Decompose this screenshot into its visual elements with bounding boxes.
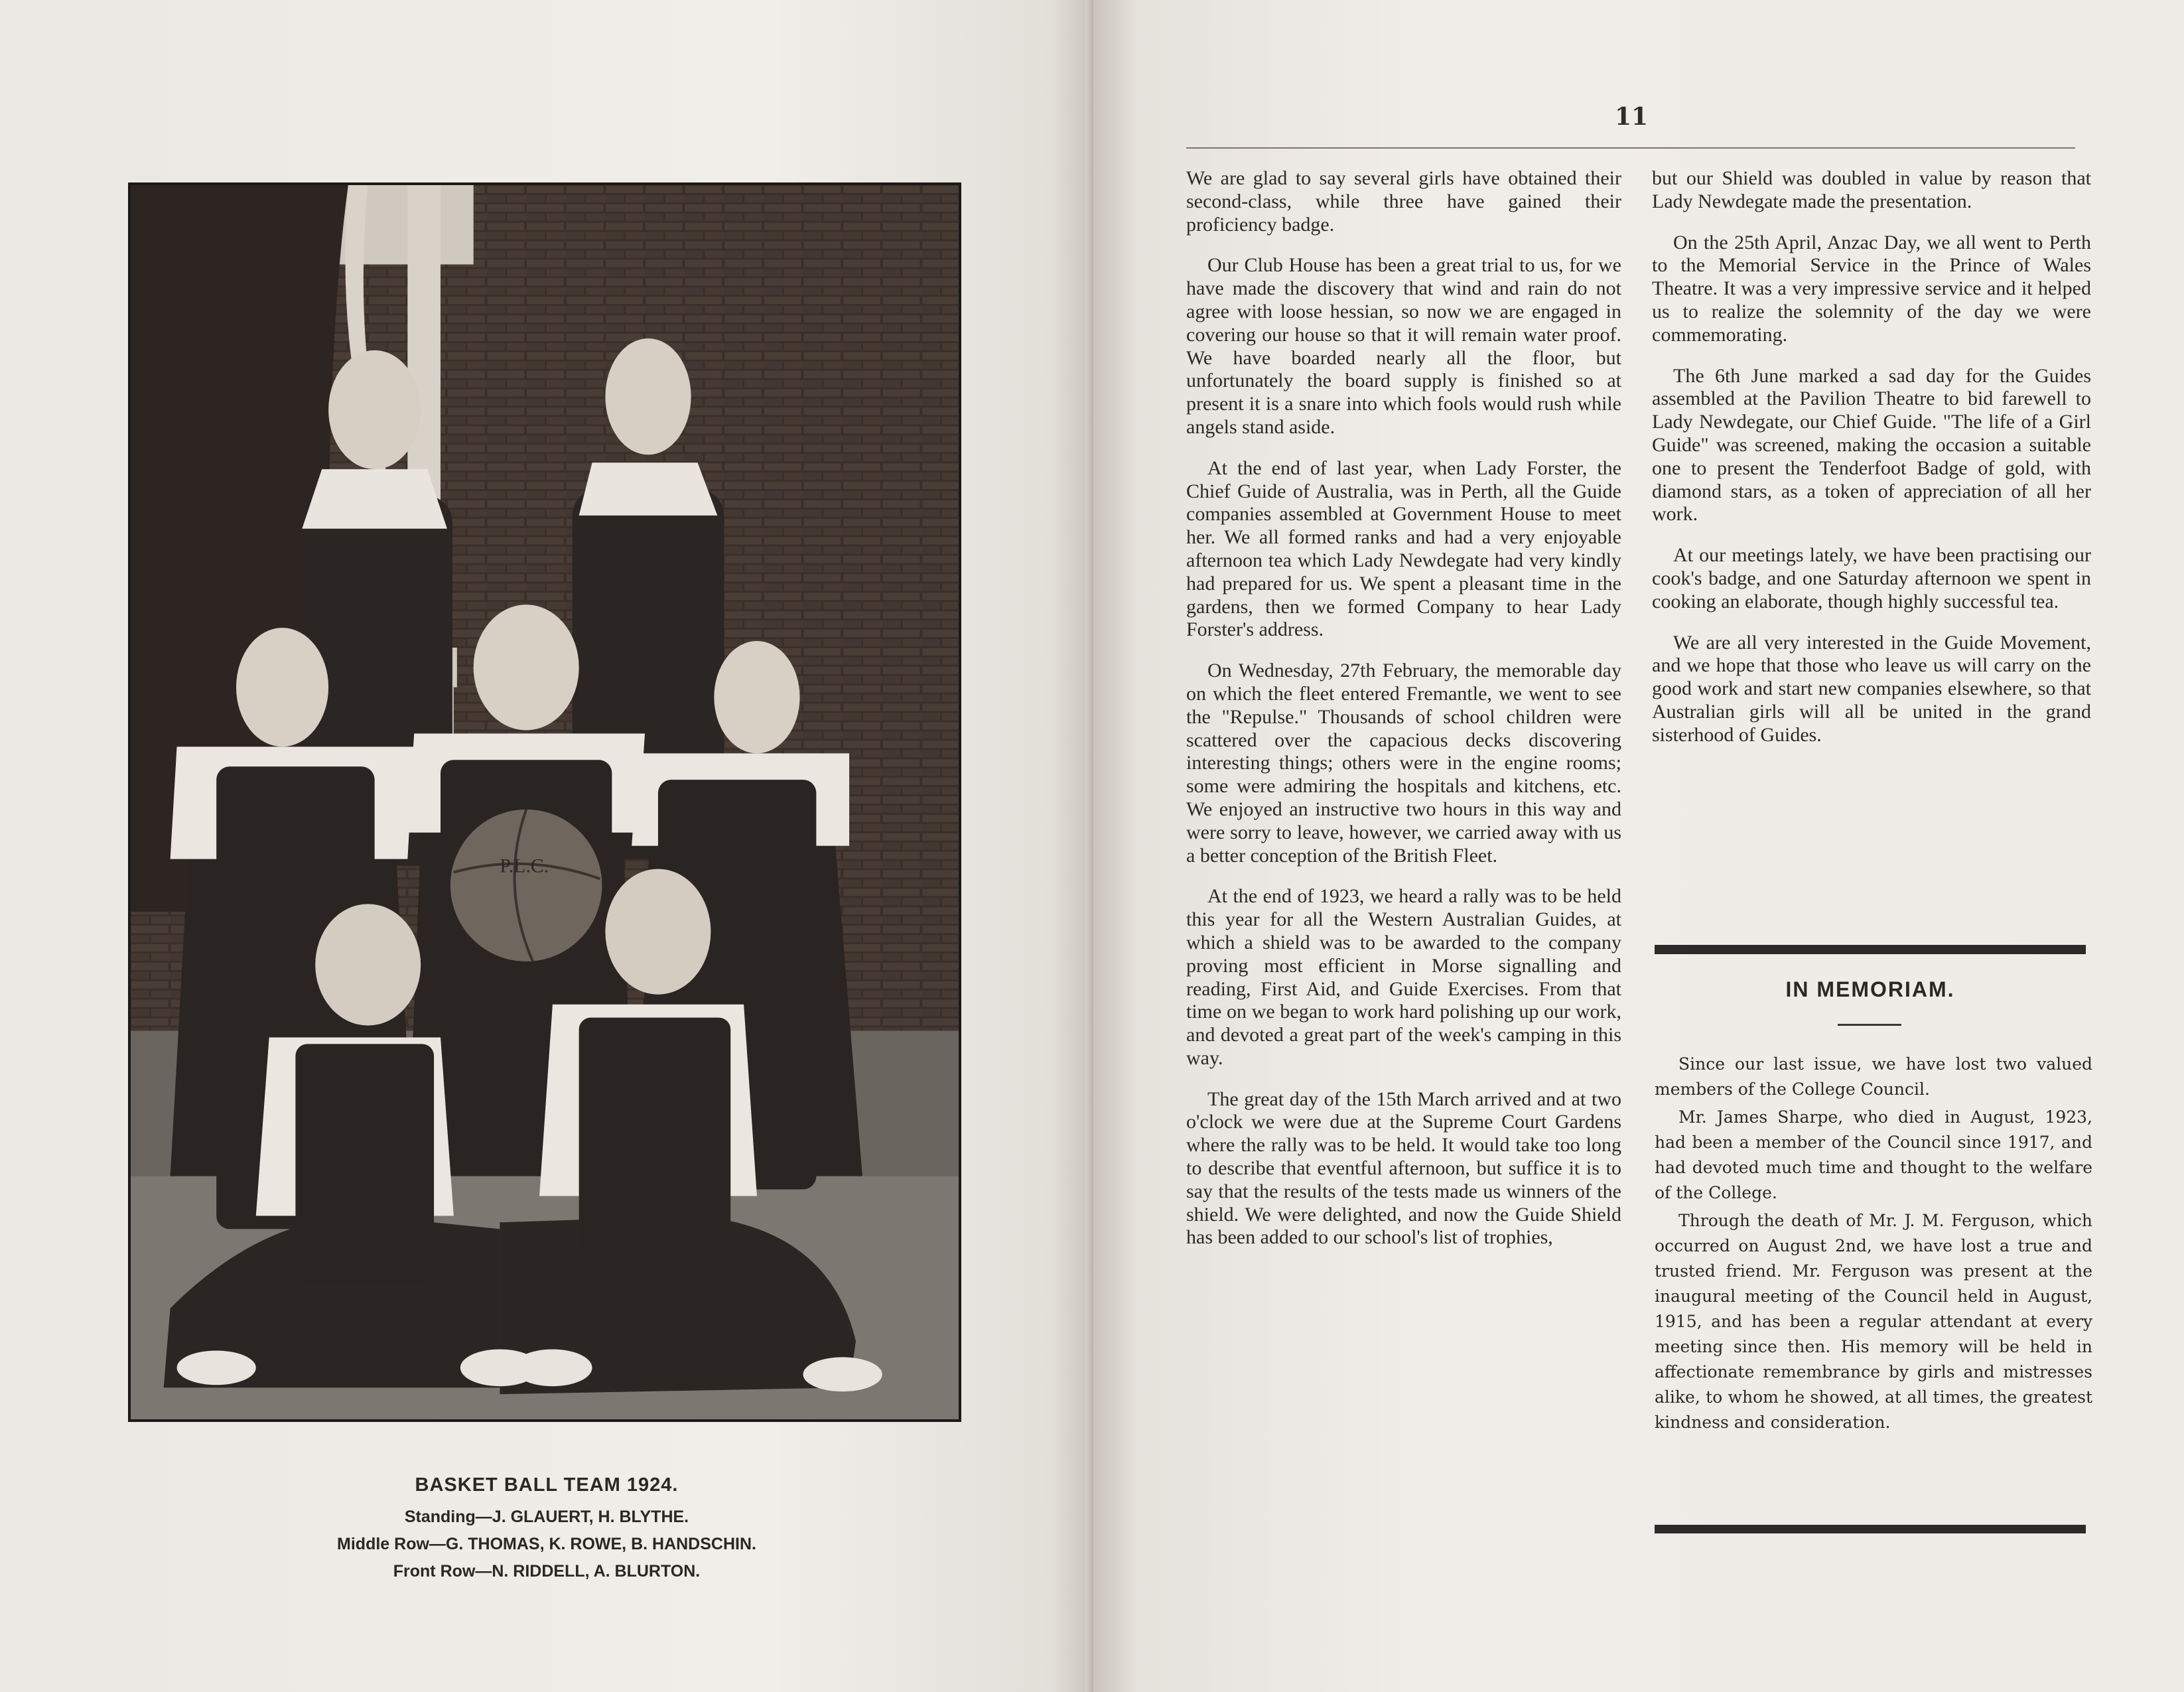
ball-label: P.L.C.: [500, 855, 549, 877]
photo-caption-front-row: Front Row—N. RIDDELL, A. BLURTON.: [393, 1562, 701, 1581]
paragraph: At the end of last year, when Lady Forster, the Chief Guide of Australia, was in Perth, all the Guide companies assembled at Government House to meet her. We all formed ranks and had a very enjoyable afternoon tea which Lady Newdegate had very kindly had prepared for us. We spent a pleasant time in the gardens, then we formed Company to hear Lady Forster's address.: [1186, 457, 1621, 641]
paragraph: At our meetings lately, we have been practising our cook's badge, and one Saturday afternoon we spent in cooking an elaborate, though highly successful tea.: [1652, 544, 2091, 612]
paragraph: On the 25th April, Anzac Day, we all went to Perth to the Memorial Service in the Prince of Wales Theatre. It was a very impressive service and it helped us to realize the solemnity of the day we were commemorating.: [1652, 231, 2091, 346]
paragraph: At the end of 1923, we heard a rally was to be held this year for all the Western Australian Guides, at which a shield was to be awarded to the company proving most efficient in Morse signalling and reading, First Aid, and Guide Exercises. From that time on we began to work hard polishing up our work, and devoted a great part of the week's camping in this way.: [1186, 885, 1621, 1069]
text-column-2: [1652, 167, 2091, 765]
paragraph: but our Shield was doubled in value by reason that Lady Newdegate made the presentation.: [1652, 167, 2091, 212]
memoriam-bottom-bar: [1655, 1525, 2086, 1533]
team-photo: [128, 182, 961, 1422]
paragraph: The 6th June marked a sad day for the Guides assembled at the Pavilion Theatre to bid farewell to Lady Newdegate, our Chief Guide. "The life of a Girl Guide" was screened, making the occasion a suitable one to present the Tenderfoot Badge of gold, with diamond stars, as a token of appreciation of all her work.: [1652, 364, 2091, 526]
paragraph: We are all very interested in the Guide Movement, and we hope that those who leave us will carry on the good work and start new companies elsewhere, so that Australian girls will all be united in the grand sisterhood of Guides.: [1652, 631, 2091, 746]
memoriam-paragraph: Since our last issue, we have lost two valued members of the College Council.: [1655, 1054, 2092, 1099]
memoriam-text: [1655, 1052, 2092, 1438]
paragraph: On Wednesday, 27th February, the memorable day on which the fleet entered Fremantle, we went to see the "Repulse." Thousands of school children were scattered over the capacious decks discovering interesting things; others were in the engine rooms; some were admiring the hospitals and kitchens, etc. We enjoyed an instructive two hours in this way and were sorry to leave, however, we carried away with us a better conception of the British Fleet.: [1186, 660, 1621, 867]
memoriam-title: IN MEMORIAM.: [1785, 977, 1955, 1001]
memoriam-divider: [1838, 1024, 1901, 1026]
text-column-1: [1186, 167, 1621, 1267]
photo-caption-standing: Standing—J. GLAUERT, H. BLYTHE.: [404, 1508, 689, 1526]
paragraph: Our Club House has been a great trial to us, for we have made the discovery that wind and rain do not agree with loose hessian, so now we are engaged in covering our house so that it will remain water proof. We have boarded nearly all the floor, but unfortunately the board supply is finished so at present it is a snare into which fools would rush while angels stand aside.: [1186, 254, 1621, 438]
header-rule: [1186, 147, 2075, 149]
paragraph: We are glad to say several girls have obtained their second-class, while three have gained their proficiency badge.: [1186, 167, 1621, 236]
photo-caption-middle-row: Middle Row—G. THOMAS, K. ROWE, B. HANDSCHIN.: [337, 1535, 756, 1553]
memoriam-paragraph: Mr. James Sharpe, who died in August, 1923, had been a member of the Council since 1917, and had devoted much time and thought to the welfare of the College.: [1655, 1107, 2092, 1202]
page-number: 11: [1615, 103, 1649, 131]
memoriam-top-bar: [1655, 945, 2086, 954]
team-photo-image: [131, 185, 959, 1419]
paragraph: The great day of the 15th March arrived and at two o'clock we were due at the Supreme Court Gardens where the rally was to be held. It would take too long to describe that eventful afternoon, but suffice it is to say that the results of the tests made us winners of the shield. We were delighted, and now the Guide Shield has been added to our school's list of trophies,: [1186, 1088, 1621, 1249]
memoriam-paragraph: Through the death of Mr. J. M. Ferguson, which occurred on August 2nd, we have lost a true and trusted friend. Mr. Ferguson was present at the inaugural meeting of the Council held in August, 1915, and has been a regular attendant at every meeting since then. His memory will be held in affectionate remembrance by girls and mistresses alike, to whom he showed, at all times, the greatest kindness and consideration.: [1655, 1211, 2092, 1432]
photo-caption-title: BASKET BALL TEAM 1924.: [415, 1474, 679, 1496]
